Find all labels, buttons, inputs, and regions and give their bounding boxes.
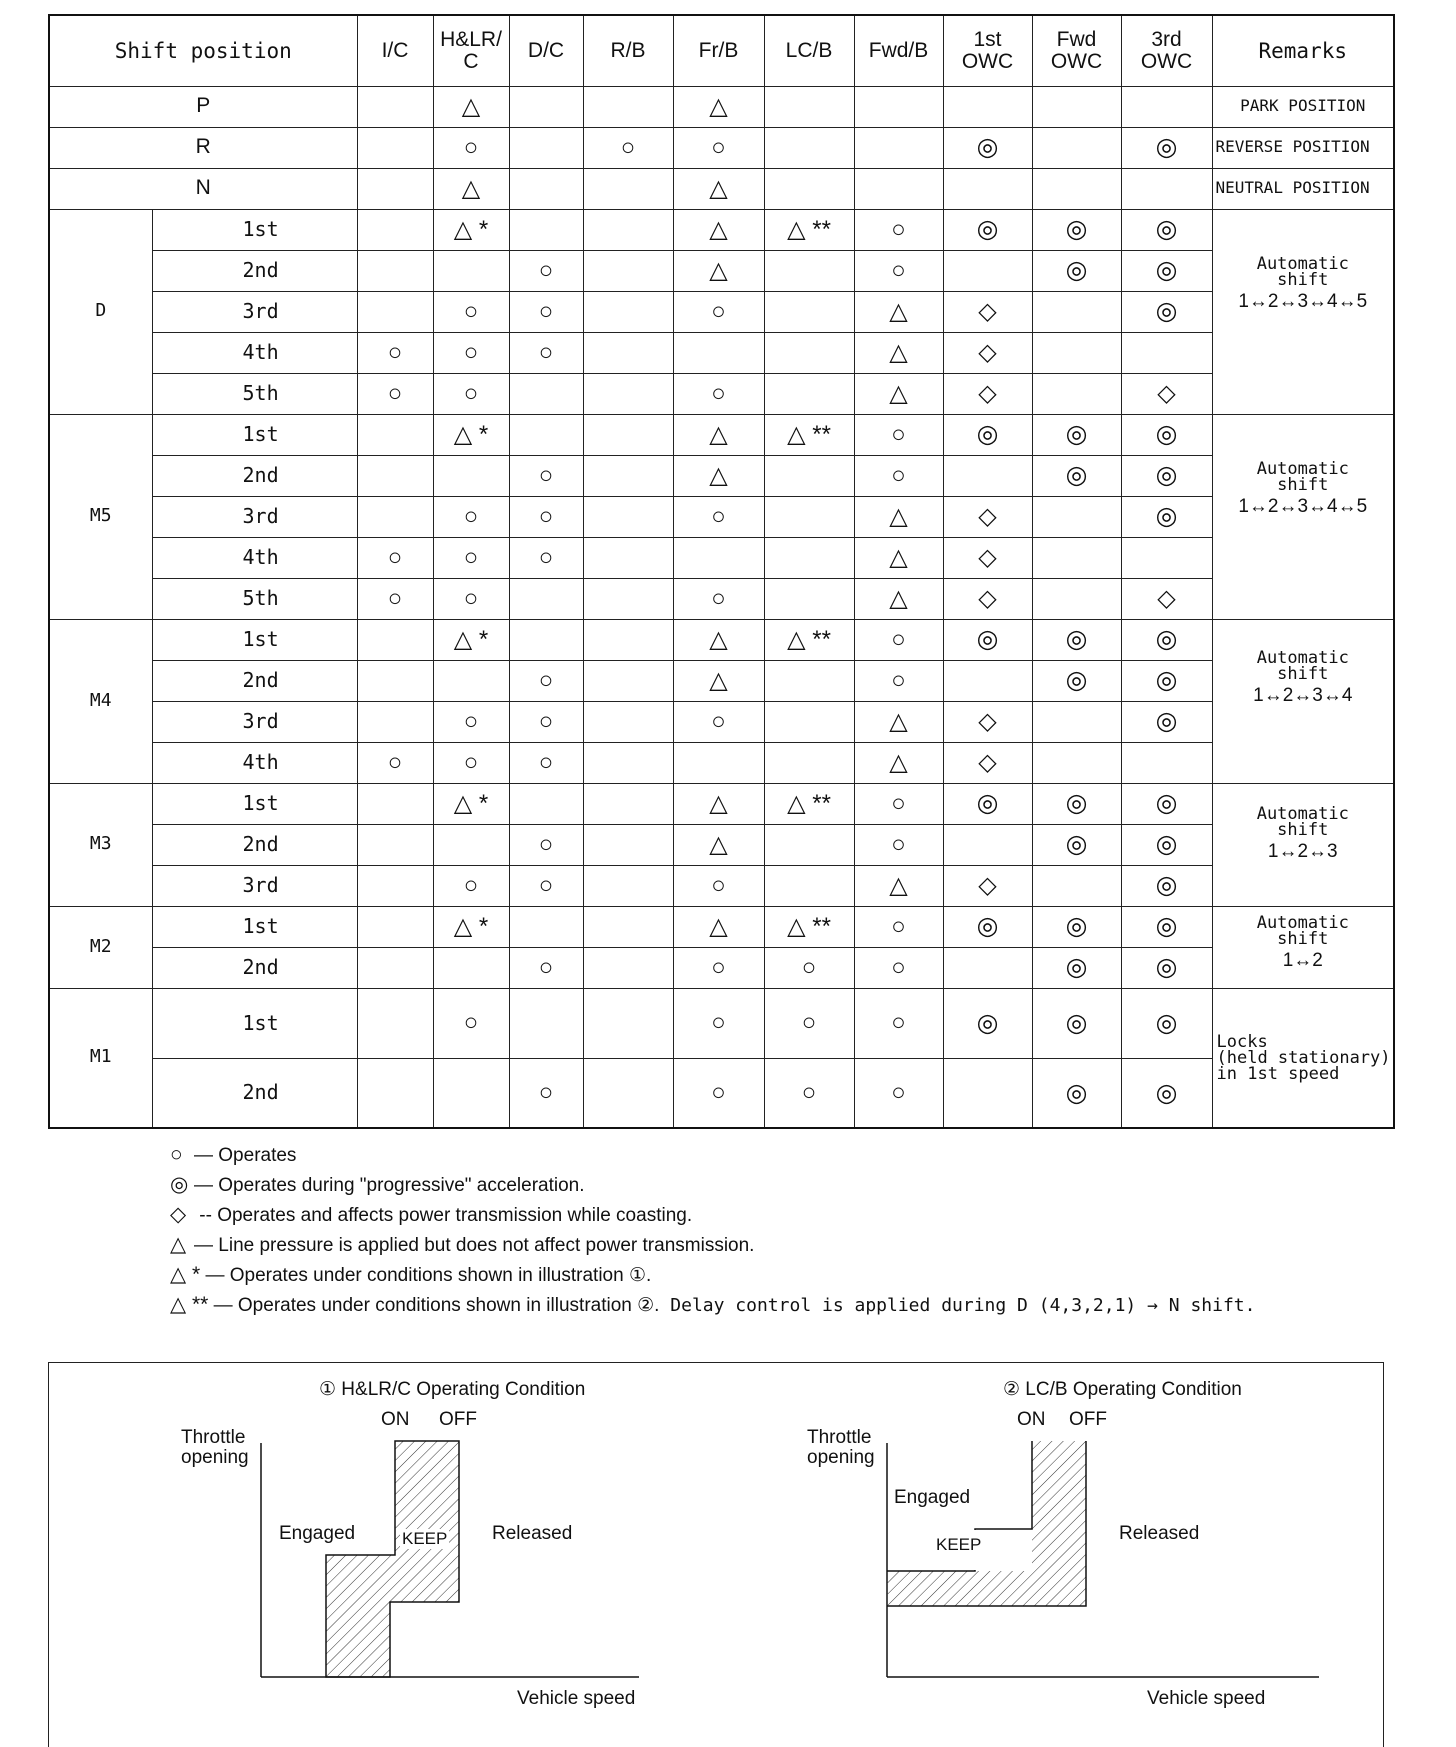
circle-mark: ○ bbox=[891, 1009, 906, 1037]
double-circle-mark: ◎ bbox=[1065, 625, 1088, 654]
remark-neutral: NEUTRAL POSITION bbox=[1212, 168, 1394, 209]
diagram-title: ① H&LR/C Operating Condition bbox=[319, 1379, 586, 1400]
header-rb: R/B bbox=[583, 15, 673, 86]
triangle-double-star-mark: △ ** bbox=[787, 625, 831, 653]
row-m4-4th bbox=[49, 742, 1394, 783]
triangle-mark: △ bbox=[889, 707, 908, 735]
circle-mark: ○ bbox=[538, 502, 554, 530]
gear-label: 2nd bbox=[152, 824, 357, 865]
double-circle-mark: ◎ bbox=[1155, 871, 1178, 900]
gear-label: 4th bbox=[152, 742, 357, 783]
legend bbox=[170, 1140, 1255, 1320]
remark-auto-line1: Automatic bbox=[1256, 803, 1349, 824]
double-circle-mark: ◎ bbox=[1065, 1008, 1088, 1037]
remark-m4-auto bbox=[1212, 619, 1394, 783]
diamond-mark: ◇ bbox=[1157, 379, 1176, 407]
double-circle-mark: ◎ bbox=[1155, 1008, 1178, 1037]
triangle-double-star-mark: △ ** bbox=[787, 912, 831, 940]
triangle-star-mark: △ * bbox=[453, 420, 489, 448]
triangle-mark: △ bbox=[889, 543, 908, 571]
circle-mark: ○ bbox=[538, 461, 554, 489]
header-ic: I/C bbox=[357, 15, 433, 86]
position-group-d: D bbox=[49, 209, 152, 414]
gear-label: 2nd bbox=[152, 660, 357, 701]
double-circle-mark: ◎ bbox=[1155, 625, 1178, 654]
double-circle-mark: ◎ bbox=[1155, 666, 1178, 695]
remark-park: PARK POSITION bbox=[1212, 86, 1394, 127]
circle-mark: ○ bbox=[891, 830, 906, 858]
gear-label: 1st bbox=[152, 414, 357, 455]
circle-mark: ○ bbox=[463, 502, 479, 530]
row-m5-1st bbox=[49, 414, 1394, 455]
double-circle-mark: ◎ bbox=[976, 625, 999, 654]
double-circle-mark: ◎ bbox=[1155, 420, 1178, 449]
position-group-m1: M1 bbox=[49, 988, 152, 1128]
row-m5-5th bbox=[49, 578, 1394, 619]
double-circle-mark: ◎ bbox=[1155, 502, 1178, 531]
circle-mark: ○ bbox=[711, 871, 726, 899]
gear-label: 2nd bbox=[152, 455, 357, 496]
diamond-icon: ◇ bbox=[170, 1203, 187, 1226]
gear-label: 3rd bbox=[152, 701, 357, 742]
triangle-mark: △ bbox=[461, 174, 481, 202]
double-circle-mark: ◎ bbox=[1065, 1078, 1088, 1107]
operating-condition-box bbox=[48, 1362, 1384, 1747]
row-m1-1st bbox=[49, 988, 1394, 1058]
diamond-mark: ◇ bbox=[978, 871, 997, 899]
circle-mark: ○ bbox=[538, 256, 554, 284]
triangle-mark: △ bbox=[889, 297, 908, 325]
legend-line-double-star bbox=[170, 1290, 1255, 1320]
triangle-mark: △ bbox=[709, 461, 728, 489]
circle-mark: ○ bbox=[891, 256, 906, 284]
circle-mark: ○ bbox=[620, 133, 636, 161]
remark-sequence: 1↔2↔3↔4↔5 bbox=[1238, 290, 1368, 312]
label-released: Released bbox=[492, 1523, 573, 1544]
double-circle-mark: ◎ bbox=[1155, 461, 1178, 490]
circle-mark: ○ bbox=[538, 748, 554, 776]
legend-delay-note: Delay control is applied during D (4,3,2,1) → N shift. bbox=[659, 1295, 1256, 1316]
legend-text: — Line pressure is applied but does not affect power transmission. bbox=[194, 1235, 755, 1256]
gear-label: 5th bbox=[152, 373, 357, 414]
row-d-2nd bbox=[49, 250, 1394, 291]
row-m5-3rd bbox=[49, 496, 1394, 537]
remark-auto-line2: shift bbox=[1277, 928, 1329, 949]
circle-mark: ○ bbox=[538, 338, 554, 366]
legend-text: — Operates under conditions shown in illustration ②. bbox=[208, 1295, 660, 1316]
circle-mark: ○ bbox=[538, 297, 554, 325]
circle-mark: ○ bbox=[711, 379, 726, 407]
triangle-star-mark: △ * bbox=[453, 912, 489, 940]
label-on: ON bbox=[1017, 1409, 1046, 1430]
header-dc: D/C bbox=[509, 15, 583, 86]
remark-m3-auto bbox=[1212, 783, 1394, 906]
circle-mark: ○ bbox=[891, 666, 906, 694]
triangle-mark: △ bbox=[889, 502, 908, 530]
circle-mark: ○ bbox=[387, 748, 403, 776]
circle-mark: ○ bbox=[801, 953, 817, 981]
double-circle-mark: ◎ bbox=[1065, 953, 1088, 982]
remark-sequence: 1↔2↔3↔4 bbox=[1253, 684, 1353, 706]
circle-mark: ○ bbox=[801, 1009, 817, 1037]
triangle-mark: △ bbox=[889, 379, 908, 407]
triangle-mark: △ bbox=[889, 338, 908, 366]
diamond-mark: ◇ bbox=[978, 379, 997, 407]
circle-mark: ○ bbox=[463, 871, 479, 899]
row-r bbox=[49, 127, 1394, 168]
gear-label: 1st bbox=[152, 988, 357, 1058]
triangle-star-icon: △ * bbox=[170, 1263, 201, 1286]
double-circle-mark: ◎ bbox=[976, 133, 999, 162]
legend-progressive bbox=[170, 1170, 1255, 1200]
triangle-mark: △ bbox=[709, 92, 728, 120]
legend-line-pressure bbox=[170, 1230, 1255, 1260]
remark-locks-line3: in 1st speed bbox=[1216, 1063, 1340, 1084]
double-circle-mark: ◎ bbox=[1065, 830, 1088, 859]
circle-mark: ○ bbox=[538, 953, 554, 981]
gear-label: 4th bbox=[152, 537, 357, 578]
position-group-m5: M5 bbox=[49, 414, 152, 619]
diamond-mark: ◇ bbox=[1157, 584, 1176, 612]
x-label: Vehicle speed bbox=[1147, 1688, 1266, 1709]
triangle-mark: △ bbox=[889, 584, 908, 612]
row-n bbox=[49, 168, 1394, 209]
triangle-mark: △ bbox=[709, 625, 728, 653]
double-circle-mark: ◎ bbox=[1065, 256, 1088, 285]
circle-mark: ○ bbox=[891, 461, 906, 489]
diamond-mark: ◇ bbox=[978, 297, 997, 325]
circle-mark: ○ bbox=[463, 584, 479, 612]
gear-label: 1st bbox=[152, 906, 357, 947]
diamond-mark: ◇ bbox=[978, 748, 997, 776]
header-remarks: Remarks bbox=[1212, 15, 1394, 86]
double-circle-mark: ◎ bbox=[1065, 461, 1088, 490]
circle-mark: ○ bbox=[711, 953, 726, 981]
triangle-mark: △ bbox=[709, 256, 728, 284]
double-circle-mark: ◎ bbox=[1155, 707, 1178, 736]
keep-region bbox=[326, 1441, 459, 1677]
gear-label: 3rd bbox=[152, 496, 357, 537]
remark-auto-line2: shift bbox=[1277, 663, 1329, 684]
circle-mark: ○ bbox=[711, 297, 726, 325]
row-m5-2nd bbox=[49, 455, 1394, 496]
label-off: OFF bbox=[439, 1409, 477, 1430]
double-circle-mark: ◎ bbox=[1065, 215, 1088, 244]
y-label-line1: Throttle bbox=[807, 1427, 872, 1448]
header-shift-position: Shift position bbox=[49, 15, 357, 86]
circle-mark: ○ bbox=[463, 543, 479, 571]
double-circle-mark: ◎ bbox=[1155, 830, 1178, 859]
y-label-line1: Throttle bbox=[181, 1427, 246, 1448]
remark-auto-line2: shift bbox=[1277, 819, 1329, 840]
triangle-mark: △ bbox=[709, 666, 728, 694]
diamond-mark: ◇ bbox=[978, 584, 997, 612]
circle-mark: ○ bbox=[711, 133, 726, 161]
label-released: Released bbox=[1119, 1523, 1200, 1544]
header-frb: Fr/B bbox=[673, 15, 764, 86]
keep-region bbox=[887, 1441, 1086, 1606]
circle-mark: ○ bbox=[538, 666, 554, 694]
double-circle-mark: ◎ bbox=[1065, 912, 1088, 941]
circle-mark: ○ bbox=[891, 912, 906, 940]
diamond-mark: ◇ bbox=[978, 502, 997, 530]
gear-label: 1st bbox=[152, 783, 357, 824]
remark-auto-line1: Automatic bbox=[1256, 253, 1349, 274]
diamond-mark: ◇ bbox=[978, 707, 997, 735]
row-m3-3rd bbox=[49, 865, 1394, 906]
circle-mark: ○ bbox=[891, 953, 906, 981]
circle-mark: ○ bbox=[711, 707, 726, 735]
remark-sequence: 1↔2↔3↔4↔5 bbox=[1238, 495, 1368, 517]
row-m2-2nd bbox=[49, 947, 1394, 988]
gear-label: 1st bbox=[152, 209, 357, 250]
circle-mark: ○ bbox=[711, 1079, 726, 1107]
circle-mark: ○ bbox=[463, 338, 479, 366]
y-label-line2: opening bbox=[807, 1447, 875, 1468]
double-circle-mark: ◎ bbox=[1155, 256, 1178, 285]
x-label: Vehicle speed bbox=[517, 1688, 636, 1709]
triangle-icon: △ bbox=[170, 1233, 187, 1256]
position-label: N bbox=[49, 168, 357, 209]
remark-locks-line2: (held stationary) bbox=[1216, 1047, 1391, 1068]
circle-mark: ○ bbox=[387, 338, 403, 366]
double-circle-mark: ◎ bbox=[1155, 133, 1178, 162]
row-m1-2nd bbox=[49, 1058, 1394, 1128]
triangle-mark: △ bbox=[461, 92, 481, 120]
legend-text: — Operates under conditions shown in illustration ①. bbox=[200, 1265, 652, 1286]
circle-mark: ○ bbox=[891, 215, 906, 243]
circle-mark: ○ bbox=[463, 133, 479, 161]
legend-text: — Operates bbox=[194, 1145, 297, 1166]
remark-m1-locks bbox=[1212, 988, 1394, 1128]
circle-icon: ○ bbox=[170, 1143, 183, 1166]
legend-line-star bbox=[170, 1260, 1255, 1290]
remark-auto-line1: Automatic bbox=[1256, 647, 1349, 668]
circle-mark: ○ bbox=[538, 707, 554, 735]
label-engaged: Engaged bbox=[894, 1487, 971, 1508]
triangle-mark: △ bbox=[889, 748, 908, 776]
circle-mark: ○ bbox=[538, 543, 554, 571]
row-m5-4th bbox=[49, 537, 1394, 578]
diamond-mark: ◇ bbox=[978, 338, 997, 366]
gear-label: 2nd bbox=[152, 250, 357, 291]
triangle-double-star-mark: △ ** bbox=[787, 215, 831, 243]
circle-mark: ○ bbox=[387, 584, 403, 612]
row-m2-1st bbox=[49, 906, 1394, 947]
double-circle-mark: ◎ bbox=[1065, 666, 1088, 695]
position-group-m4: M4 bbox=[49, 619, 152, 783]
triangle-double-star-mark: △ ** bbox=[787, 789, 831, 817]
triangle-mark: △ bbox=[709, 420, 728, 448]
row-m4-1st bbox=[49, 619, 1394, 660]
triangle-double-star-mark: △ ** bbox=[787, 420, 831, 448]
triangle-mark: △ bbox=[709, 789, 728, 817]
circle-mark: ○ bbox=[891, 625, 906, 653]
double-circle-mark: ◎ bbox=[976, 420, 999, 449]
position-group-m2: M2 bbox=[49, 906, 152, 988]
circle-mark: ○ bbox=[891, 1079, 906, 1107]
double-circle-mark: ◎ bbox=[1155, 297, 1178, 326]
double-circle-mark: ◎ bbox=[1065, 420, 1088, 449]
row-m4-3rd bbox=[49, 701, 1394, 742]
remark-m5-auto bbox=[1212, 414, 1394, 619]
legend-text: -- Operates and affects power transmission while coasting. bbox=[194, 1205, 693, 1226]
remark-sequence: 1↔2 bbox=[1282, 949, 1323, 971]
header-hlrc: H&LR/C bbox=[433, 15, 509, 86]
double-circle-mark: ◎ bbox=[1065, 789, 1088, 818]
position-label: R bbox=[49, 127, 357, 168]
row-m3-1st bbox=[49, 783, 1394, 824]
gear-label: 3rd bbox=[152, 291, 357, 332]
circle-mark: ○ bbox=[463, 748, 479, 776]
triangle-double-star-icon: △ ** bbox=[170, 1293, 209, 1316]
double-circle-mark: ◎ bbox=[1155, 953, 1178, 982]
diagram-hlrc bbox=[119, 1363, 639, 1709]
legend-text: — Operates during "progressive" acceleration. bbox=[194, 1175, 585, 1196]
double-circle-mark: ◎ bbox=[1155, 215, 1178, 244]
double-circle-mark: ◎ bbox=[976, 1008, 999, 1037]
circle-mark: ○ bbox=[891, 789, 906, 817]
double-circle-mark: ◎ bbox=[976, 215, 999, 244]
row-d-4th bbox=[49, 332, 1394, 373]
circle-mark: ○ bbox=[538, 871, 554, 899]
circle-mark: ○ bbox=[538, 830, 554, 858]
circle-mark: ○ bbox=[711, 502, 726, 530]
remark-reverse: REVERSE POSITION bbox=[1212, 127, 1394, 168]
row-d-1st bbox=[49, 209, 1394, 250]
remark-locks-line1: Locks bbox=[1216, 1031, 1268, 1052]
double-circle-icon: ◎ bbox=[170, 1173, 189, 1196]
diagram-title: ② LC/B Operating Condition bbox=[1003, 1379, 1242, 1400]
label-off: OFF bbox=[1069, 1409, 1107, 1430]
double-circle-mark: ◎ bbox=[976, 789, 999, 818]
header-fwdb: Fwd/B bbox=[854, 15, 943, 86]
gear-label: 2nd bbox=[152, 947, 357, 988]
header-row bbox=[49, 15, 1394, 86]
gear-label: 2nd bbox=[152, 1058, 357, 1128]
label-keep: KEEP bbox=[936, 1535, 982, 1554]
row-d-5th bbox=[49, 373, 1394, 414]
circle-mark: ○ bbox=[711, 1009, 726, 1037]
header-1st-owc: 1st OWC bbox=[943, 15, 1032, 86]
remark-m2-auto bbox=[1212, 906, 1394, 988]
circle-mark: ○ bbox=[387, 543, 403, 571]
position-group-m3: M3 bbox=[49, 783, 152, 906]
y-label-line2: opening bbox=[181, 1447, 249, 1468]
diamond-mark: ◇ bbox=[978, 543, 997, 571]
row-p bbox=[49, 86, 1394, 127]
remark-d-auto bbox=[1212, 209, 1394, 414]
triangle-mark: △ bbox=[709, 215, 728, 243]
circle-mark: ○ bbox=[538, 1079, 554, 1107]
double-circle-mark: ◎ bbox=[1155, 912, 1178, 941]
circle-mark: ○ bbox=[463, 297, 479, 325]
remark-auto-line1: Automatic bbox=[1256, 458, 1349, 479]
row-m4-2nd bbox=[49, 660, 1394, 701]
legend-coasting bbox=[170, 1200, 1255, 1230]
gear-label: 3rd bbox=[152, 865, 357, 906]
row-d-3rd bbox=[49, 291, 1394, 332]
row-m3-2nd bbox=[49, 824, 1394, 865]
clutch-band-operation-table bbox=[48, 14, 1395, 1129]
header-3rd-owc: 3rd OWC bbox=[1121, 15, 1212, 86]
double-circle-mark: ◎ bbox=[1155, 1078, 1178, 1107]
circle-mark: ○ bbox=[463, 1009, 479, 1037]
circle-mark: ○ bbox=[801, 1079, 817, 1107]
double-circle-mark: ◎ bbox=[976, 912, 999, 941]
triangle-mark: △ bbox=[709, 174, 728, 202]
label-engaged: Engaged bbox=[279, 1523, 356, 1544]
double-circle-mark: ◎ bbox=[1155, 789, 1178, 818]
circle-mark: ○ bbox=[387, 379, 403, 407]
label-on: ON bbox=[381, 1409, 410, 1430]
remark-sequence: 1↔2↔3 bbox=[1267, 840, 1338, 862]
triangle-mark: △ bbox=[709, 912, 728, 940]
triangle-mark: △ bbox=[889, 871, 908, 899]
header-lcb: LC/B bbox=[764, 15, 854, 86]
diagram-lcb bbox=[779, 1363, 1339, 1709]
triangle-star-mark: △ * bbox=[453, 625, 489, 653]
circle-mark: ○ bbox=[891, 420, 906, 448]
label-keep: KEEP bbox=[402, 1529, 448, 1548]
circle-mark: ○ bbox=[463, 379, 479, 407]
triangle-star-mark: △ * bbox=[453, 215, 489, 243]
remark-auto-line1: Automatic bbox=[1256, 912, 1349, 933]
header-fwd-owc: Fwd OWC bbox=[1032, 15, 1121, 86]
triangle-star-mark: △ * bbox=[453, 789, 489, 817]
circle-mark: ○ bbox=[463, 707, 479, 735]
circle-mark: ○ bbox=[711, 584, 726, 612]
triangle-mark: △ bbox=[709, 830, 728, 858]
gear-label: 4th bbox=[152, 332, 357, 373]
remark-auto-line2: shift bbox=[1277, 474, 1329, 495]
gear-label: 5th bbox=[152, 578, 357, 619]
position-label: P bbox=[49, 86, 357, 127]
legend-operates bbox=[170, 1140, 1255, 1170]
diagram-lcb-graphic bbox=[779, 1363, 1339, 1703]
gear-label: 1st bbox=[152, 619, 357, 660]
remark-auto-line2: shift bbox=[1277, 269, 1329, 290]
